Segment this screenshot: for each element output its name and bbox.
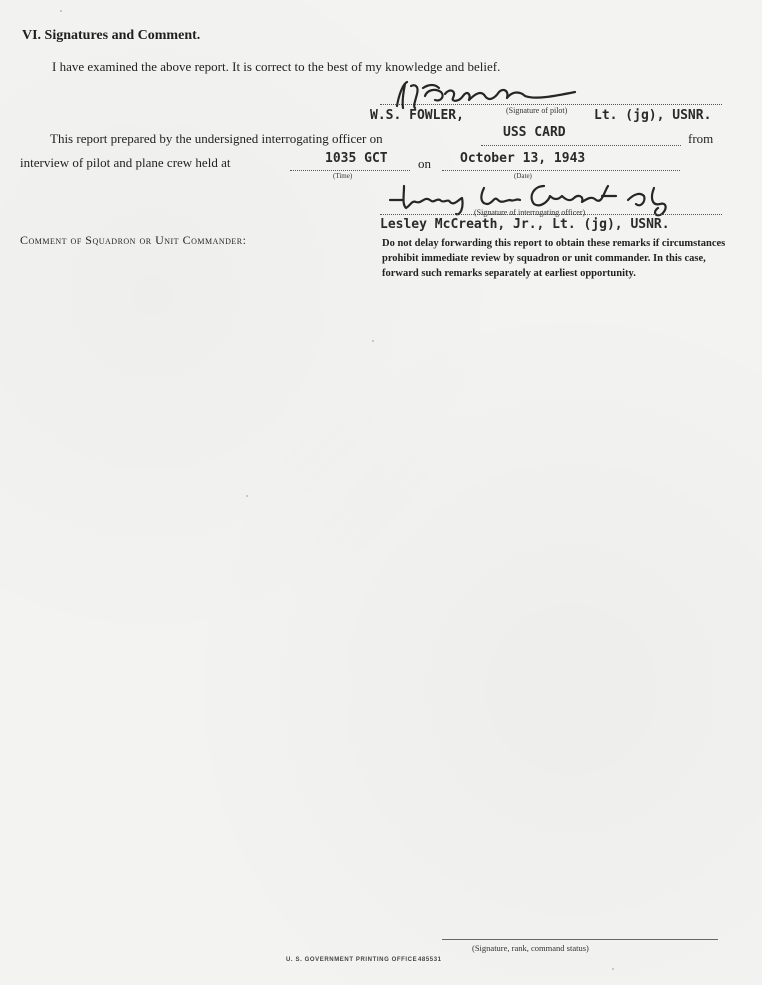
ship-name: USS CARD	[503, 125, 566, 140]
section-heading: VI. Signatures and Comment.	[22, 28, 201, 43]
commander-signature-line	[442, 939, 718, 940]
report-from-text: from	[688, 131, 714, 146]
time-label: (Time)	[333, 172, 353, 180]
interview-time: 1035 GCT	[325, 151, 388, 166]
scan-speck	[372, 340, 374, 342]
date-label: (Date)	[514, 172, 532, 180]
scan-speck	[246, 495, 248, 497]
interview-date: October 13, 1943	[460, 151, 586, 166]
time-field-line	[290, 170, 410, 171]
certification-statement: I have examined the above report. It is correct to the best of my knowledge and belief.	[52, 59, 501, 74]
pilot-signature-label: (Signature of pilot)	[506, 106, 568, 115]
pilot-typed-name: W.S. FOWLER,	[370, 108, 464, 123]
comment-label: Comment of Squadron or Unit Commander:	[20, 233, 247, 247]
print-number: 485531	[418, 957, 442, 963]
ship-field-line	[481, 145, 681, 146]
officer-signature-label: (Signature of interrogating officer)	[474, 208, 586, 217]
officer-typed-name: Lesley McCreath, Jr., Lt. (jg), USNR.	[380, 217, 670, 232]
interview-text: interview of pilot and plane crew held at	[20, 155, 231, 170]
interview-on-text: on	[418, 156, 431, 171]
comment-instructions: Do not delay forwarding this report to obtain these remarks if circumstances prohibit immediate review by squadron or unit commander. In this case, forward such remarks separately at earliest opportunity.	[382, 238, 726, 279]
date-field-line	[442, 170, 680, 171]
pilot-rank: Lt. (jg), USNR.	[594, 108, 712, 123]
commander-signature-caption: (Signature, rank, command status)	[472, 943, 589, 953]
scan-speck	[612, 968, 614, 970]
report-prepared-text: This report prepared by the undersigned interrogating officer on	[50, 131, 383, 146]
scan-speck	[60, 10, 62, 12]
printer-imprint: U. S. GOVERNMENT PRINTING OFFICE	[286, 957, 418, 963]
